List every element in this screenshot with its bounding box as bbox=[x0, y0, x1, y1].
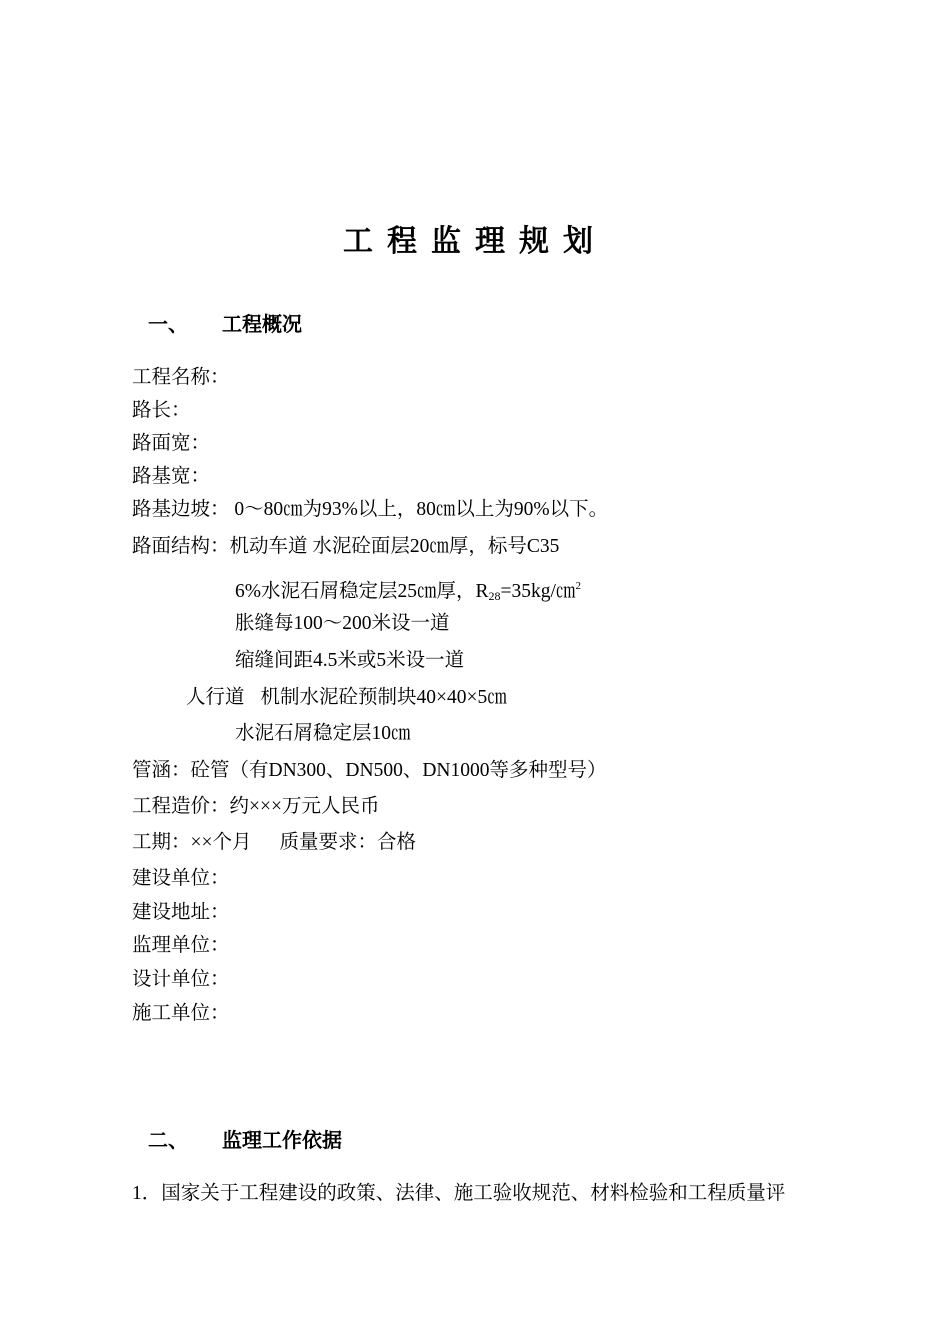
section-title: 监理工作依据 bbox=[222, 1128, 342, 1152]
section-number: 一、 bbox=[148, 312, 188, 336]
owner-line: 建设单位： bbox=[132, 868, 230, 889]
pavement-structure-line: 路面结构：机动车道 水泥砼面层20㎝厚，标号C35 bbox=[132, 536, 560, 557]
culvert-line: 管涵：砼管（有DN300、DN500、DN1000等多种型号） bbox=[132, 760, 607, 781]
period-quality-line bbox=[132, 830, 416, 856]
superscript: 2 bbox=[575, 580, 581, 592]
supervisor-line: 监理单位： bbox=[132, 935, 230, 956]
sidewalk-line bbox=[186, 685, 507, 711]
sidewalk-base-line: 水泥石屑稳定层10㎝ bbox=[235, 723, 411, 744]
address-line: 建设地址： bbox=[132, 902, 230, 923]
cost-line: 工程造价：约×××万元人民币 bbox=[132, 796, 380, 817]
section-heading-basis bbox=[148, 1126, 342, 1154]
basis-item-1: 1．国家关于工程建设的政策、法律、施工验收规范、材料检验和工程质量评 bbox=[132, 1183, 786, 1204]
subgrade-width-line: 路基宽： bbox=[132, 466, 211, 487]
construction-period: 工期：××个月 bbox=[132, 832, 252, 853]
contractor-line: 施工单位： bbox=[132, 1003, 230, 1024]
quality-requirement: 质量要求：合格 bbox=[279, 832, 417, 853]
designer-line: 设计单位： bbox=[132, 969, 230, 990]
expansion-joint-line: 胀缝每100～200米设一道 bbox=[235, 613, 450, 634]
document-title: 工程监理规划 bbox=[343, 224, 607, 259]
contraction-joint-line: 缩缝间距4.5米或5米设一道 bbox=[235, 650, 465, 671]
subgrade-slope-line: 路基边坡： 0～80㎝为93%以上，80㎝以上为90%以下。 bbox=[132, 499, 609, 520]
stabilized-layer-line: 6%水泥石屑稳定层25㎝厚，$R_{28}=35kg/㎝^2$ bbox=[235, 580, 581, 603]
subscript: 28 bbox=[488, 589, 501, 603]
pavement-width-line: 路面宽： bbox=[132, 433, 211, 454]
sidewalk-value: 机制水泥砼预制块40×40×5㎝ bbox=[260, 687, 507, 708]
project-name-line: 工程名称： bbox=[132, 367, 230, 388]
section-title: 工程概况 bbox=[222, 312, 302, 336]
road-length-line: 路长： bbox=[132, 400, 191, 421]
section-heading-overview bbox=[148, 310, 302, 338]
section-number: 二、 bbox=[148, 1128, 188, 1152]
sidewalk-label: 人行道 bbox=[186, 687, 245, 708]
